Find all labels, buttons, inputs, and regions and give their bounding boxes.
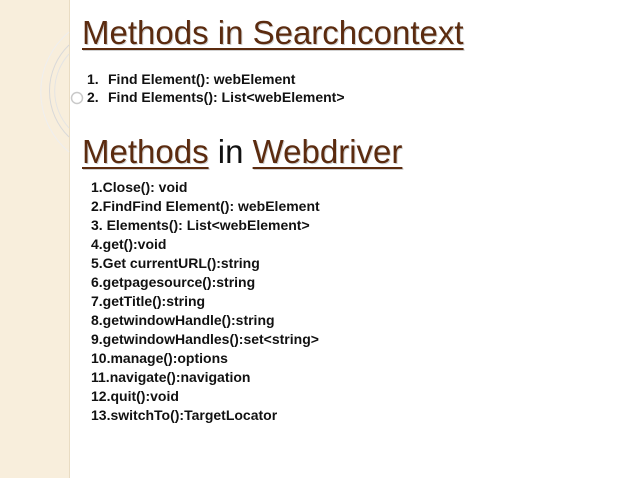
title-part-methods: Methods: [82, 133, 209, 170]
list-item: 2.FindFind Element(): webElement: [91, 198, 320, 214]
list-item: 6.getpagesource():string: [91, 274, 256, 290]
list-item-number: 2.: [87, 89, 99, 105]
searchcontext-methods-list: [87, 70, 345, 106]
list-item: 5.Get currentURL():string: [91, 255, 260, 271]
list-item: 1.Close(): void: [91, 179, 188, 195]
list-item-text: Find Element(): webElement: [108, 71, 296, 87]
list-item: 7.getTitle():string: [91, 293, 206, 309]
title-part-in: in: [208, 133, 253, 170]
list-item-text: Find Elements(): List<webElement>: [108, 89, 345, 105]
list-item: [87, 88, 345, 106]
list-item-number: 1.: [87, 71, 99, 87]
list-item: 12.quit():void: [91, 388, 179, 404]
page-title-webdriver: [82, 135, 402, 168]
page-title-searchcontext: Methods in Searchcontext: [82, 14, 464, 51]
list-item: 9.getwindowHandles():set<string>: [91, 331, 319, 347]
webdriver-methods-list: [91, 178, 320, 425]
list-item: 4.get():void: [91, 236, 167, 252]
list-item: 13.switchTo():TargetLocator: [91, 407, 278, 423]
list-item: 3. Elements(): List<webElement>: [91, 217, 310, 233]
list-item: 10.manage():options: [91, 350, 228, 366]
list-item: 8.getwindowHandle():string: [91, 312, 275, 328]
list-item: [87, 70, 345, 88]
list-item: 11.navigate():navigation: [91, 369, 251, 385]
decorative-circle: [72, 93, 83, 104]
title-part-webdriver: Webdriver: [252, 133, 403, 170]
